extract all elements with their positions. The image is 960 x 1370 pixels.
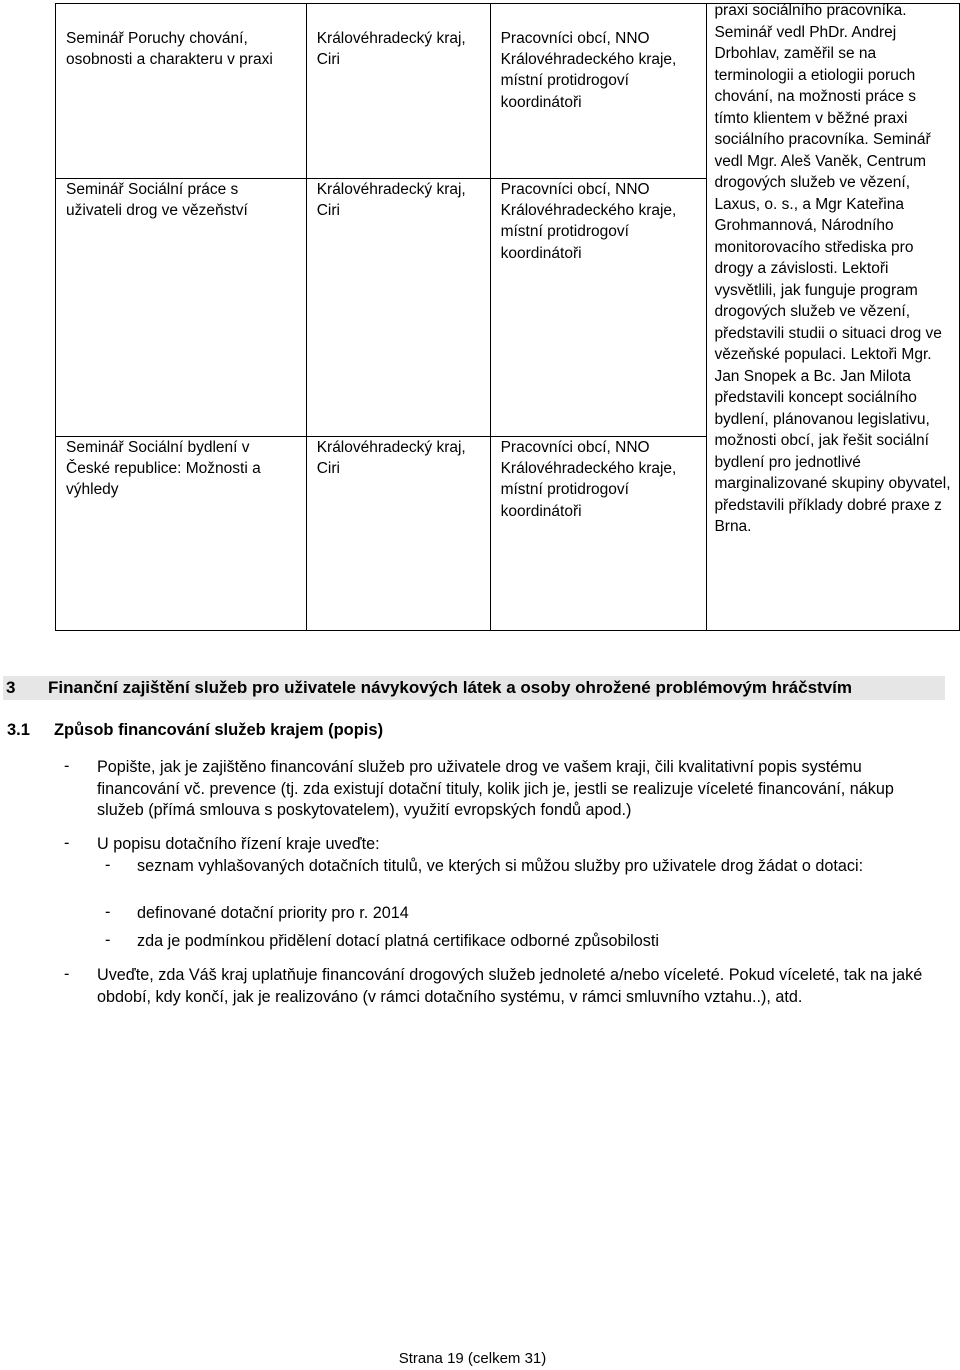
subsection-number: 3.1	[7, 721, 30, 739]
subsection-title: Způsob financování služeb krajem (popis)	[53, 721, 384, 739]
section-number: 3	[6, 678, 16, 697]
bullet-subsidy-priorities: definované dotační priority pro r. 2014	[137, 904, 409, 922]
seminar-description: praxi sociálního pracovníka. Seminář vedl PhDr. Andrej Drbohlav, zaměřil se na terminologii a etiologii poruch chování, na možnosti práce s tímto klientem v běžné praxi sociálního pracovníka. Seminář vedl Mgr. Aleš Vaněk, Centrum drogových služeb ve vězení, Laxus, o. s., a Mgr Kateřina Grohmannová, Národního monitorovacího střediska pro drogy a závislosti. Lektoři vysvětlili, jak funguje program drogových služeb ve vězení, představili studii o situaci drog ve vězeňské populaci. Lektoři Mgr. Jan Snopek a Bc. Jan Milota představili koncept sociálního bydlení, plánovanou legislativu, možnosti obcí, jak řešit sociální bydlení pro jednotlivé marginalizované skupiny obyvatel, představili příklady dobré praxe z Brna.	[714, 2, 951, 535]
bullet-certification: zda je podmínkou přidělení dotací platná certifikace odborné způsobilosti	[137, 932, 659, 950]
seminar-table	[55, 3, 960, 631]
seminar-audience: Pracovníci obcí, NNO Královéhradeckého kraje, místní protidrogoví koordinátoři	[490, 4, 707, 179]
bullet-dash: -	[105, 856, 111, 874]
bullet-subsidy-titles: seznam vyhlašovaných dotačních titulů, ve kterých si můžou služby pro uživatele drog žádat o dotaci:	[137, 857, 864, 875]
section-heading	[3, 676, 945, 700]
subsection-heading	[7, 721, 383, 740]
table-row	[56, 4, 960, 179]
bullet-subsidy-procedure: U popisu dotačního řízení kraje uveďte:	[97, 835, 380, 853]
page-footer: Strana 19 (celkem 31)	[398, 1350, 547, 1367]
seminar-name: Seminář Poruchy chování, osobnosti a charakteru v praxi	[56, 4, 307, 179]
seminar-description-cell	[707, 4, 960, 631]
seminar-audience: Pracovníci obcí, NNO Královéhradeckého kraje, místní protidrogoví koordinátoři	[490, 437, 707, 631]
bullet-dash: -	[105, 931, 111, 949]
bullet-dash: -	[64, 834, 70, 852]
seminar-audience: Pracovníci obcí, NNO Královéhradeckého kraje, místní protidrogoví koordinátoři	[490, 179, 707, 437]
seminar-organizer: Královéhradecký kraj, Ciri	[306, 179, 490, 437]
bullet-financing-description: Popište, jak je zajištěno financování služeb pro uživatele drog ve vašem kraji, čili kvalitativní popis systému financování vč. prevence (tj. zda existují dotační tituly, kolik jich je, jestli se realizuje víceleté financování, nákup služeb (přímá smlouva s poskytovatelem), využití evropských fondů apod.)	[97, 758, 894, 819]
seminar-name: Seminář Sociální práce s uživateli drog ve vězeňství	[56, 179, 307, 437]
seminar-name: Seminář Sociální bydlení v České republice: Možnosti a výhledy	[56, 437, 307, 631]
bullet-dash: -	[105, 903, 111, 921]
seminar-organizer: Královéhradecký kraj, Ciri	[306, 4, 490, 179]
bullet-financing-period: Uveďte, zda Váš kraj uplatňuje financování drogových služeb jednoleté a/nebo víceleté. Pokud víceleté, tak na jaké období, kdy končí, jak je realizováno (v rámci dotačního systému, v rámci smluvního vztahu..), atd.	[97, 966, 923, 1006]
bullet-dash: -	[64, 757, 70, 775]
section-title: Finanční zajištění služeb pro uživatele návykových látek a osoby ohrožené problémovým hráčstvím	[48, 678, 852, 697]
bullet-dash: -	[64, 965, 70, 983]
seminar-organizer: Královéhradecký kraj, Ciri	[306, 437, 490, 631]
